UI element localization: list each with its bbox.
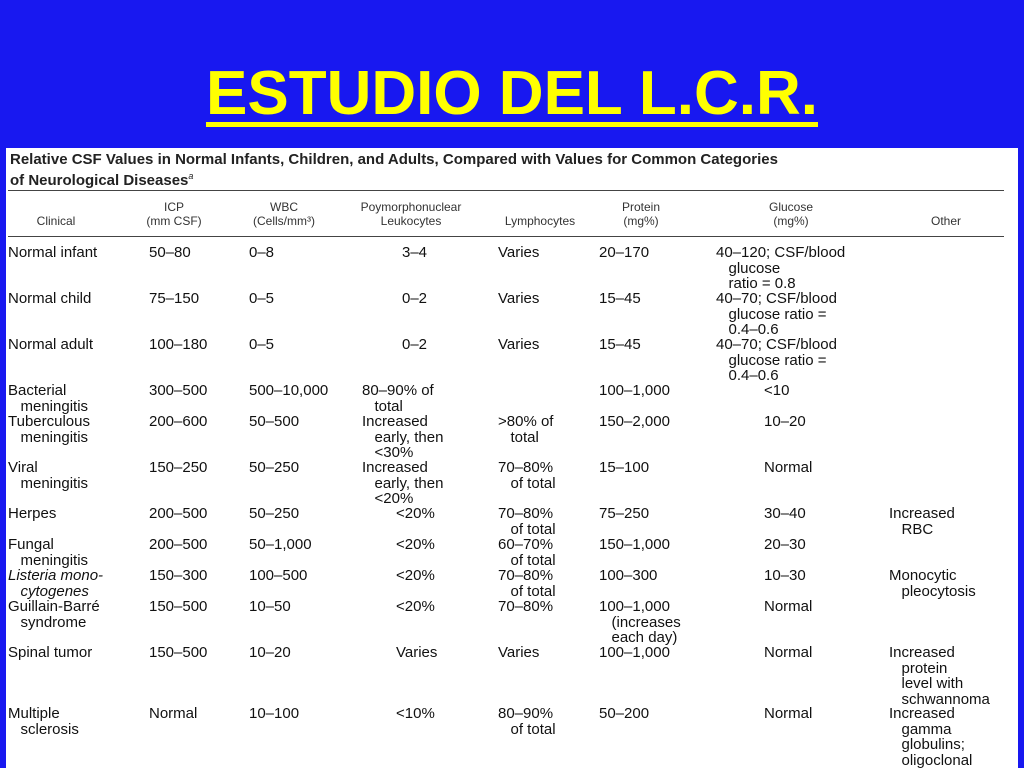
cell-clinical: Viral meningitis — [8, 459, 89, 492]
cell-protein: 150–1,000 — [599, 536, 670, 553]
cell-wbc: 100–500 — [249, 567, 308, 584]
cell-protein: 100–1,000 — [599, 644, 670, 661]
cell-wbc: 500–10,000 — [249, 382, 329, 399]
cell-lymph: 80–90% of total — [498, 705, 556, 738]
cell-glucose: 40–120; CSF/blood glucose ratio = 0.8 — [716, 244, 846, 292]
cell-lymph: Varies — [498, 290, 540, 307]
cell-wbc: 10–50 — [249, 598, 291, 615]
cell-wbc: 50–500 — [249, 413, 300, 430]
cell-clinical: Normal infant — [8, 244, 98, 261]
header-lymph: Lymphocytes — [504, 214, 576, 228]
cell-protein: 100–1,000 (increases each day) — [599, 598, 681, 646]
header-pmn: Poymorphonuclear Leukocytes — [360, 200, 462, 228]
cell-pmn: <20% — [396, 567, 435, 584]
cell-protein: 100–1,000 — [599, 382, 670, 399]
cell-protein: 100–300 — [599, 567, 658, 584]
cell-glucose: 20–30 — [764, 536, 806, 553]
cell-wbc: 10–20 — [249, 644, 291, 661]
cell-glucose: 10–20 — [764, 413, 806, 430]
cell-clinical: Normal adult — [8, 336, 94, 353]
cell-glucose: Normal — [764, 644, 813, 661]
table-caption-line2: of Neurological Diseases — [10, 172, 189, 189]
cell-pmn: Increased early, then <30% — [362, 413, 444, 461]
cell-icp: 150–300 — [149, 567, 208, 584]
cell-icp: Normal — [149, 705, 198, 722]
cell-icp: 50–80 — [149, 244, 191, 261]
header-icp: ICP (mm CSF) — [146, 200, 202, 228]
cell-lymph: Varies — [498, 244, 540, 261]
cell-clinical: Fungal meningitis — [8, 536, 89, 569]
csf-values-table — [6, 148, 1018, 768]
cell-lymph: 70–80% of total — [498, 567, 556, 600]
cell-wbc: 50–250 — [249, 505, 300, 522]
cell-lymph: Varies — [498, 644, 540, 661]
caption-footnote-mark: a — [188, 171, 194, 181]
header-wbc: WBC (Cells/mm³) — [253, 200, 315, 228]
cell-protein: 15–45 — [599, 336, 641, 353]
cell-icp: 100–180 — [149, 336, 208, 353]
cell-protein: 15–45 — [599, 290, 641, 307]
cell-glucose: <10 — [764, 382, 790, 399]
header-other: Other — [930, 214, 961, 228]
cell-lymph: 70–80% of total — [498, 459, 556, 492]
cell-pmn: 0–2 — [402, 290, 428, 307]
cell-pmn: 80–90% of total — [362, 382, 434, 415]
header-glucose: Glucose (mg%) — [768, 200, 814, 228]
header-protein: Protein (mg%) — [621, 200, 661, 228]
cell-wbc: 50–250 — [249, 459, 300, 476]
cell-clinical: Guillain-Barré syndrome — [8, 598, 100, 631]
cell-pmn: 0–2 — [402, 336, 428, 353]
cell-clinical: Multiple sclerosis — [8, 705, 79, 738]
cell-icp: 200–600 — [149, 413, 208, 430]
cell-pmn: 3–4 — [402, 244, 428, 261]
cell-glucose: Normal — [764, 598, 813, 615]
cell-clinical: Normal child — [8, 290, 92, 307]
cell-icp: 150–500 — [149, 644, 208, 661]
table-header-rule — [8, 236, 1004, 237]
cell-pmn: Varies — [396, 644, 438, 661]
cell-icp: 150–500 — [149, 598, 208, 615]
cell-icp: 75–150 — [149, 290, 200, 307]
cell-lymph: 70–80% — [498, 598, 554, 615]
cell-icp: 300–500 — [149, 382, 208, 399]
header-clinical: Clinical — [36, 214, 76, 228]
cell-glucose: 30–40 — [764, 505, 806, 522]
cell-icp: 200–500 — [149, 505, 208, 522]
table-caption-line1: Relative CSF Values in Normal Infants, Children, and Adults, Compared with Values for Common Categories — [10, 151, 778, 168]
cell-clinical: Bacterial meningitis — [8, 382, 89, 415]
cell-glucose: 40–70; CSF/blood glucose ratio = 0.4–0.6 — [716, 290, 837, 338]
cell-pmn: <20% — [396, 598, 435, 615]
cell-clinical: Herpes — [8, 505, 57, 522]
cell-lymph: >80% of total — [498, 413, 554, 446]
cell-other: Increased RBC — [889, 505, 955, 538]
cell-protein: 75–250 — [599, 505, 650, 522]
cell-pmn: <20% — [396, 536, 435, 553]
table-caption — [10, 152, 778, 189]
cell-wbc: 0–5 — [249, 290, 275, 307]
table-top-rule — [8, 190, 1004, 191]
cell-lymph: 60–70% of total — [498, 536, 556, 569]
cell-pmn: <10% — [396, 705, 435, 722]
cell-protein: 150–2,000 — [599, 413, 670, 430]
cell-other: Monocytic pleocytosis — [889, 567, 976, 600]
cell-lymph: 70–80% of total — [498, 505, 556, 538]
slide-title: ESTUDIO DEL L.C.R. — [205, 59, 818, 128]
cell-glucose: Normal — [764, 705, 813, 722]
cell-glucose: Normal — [764, 459, 813, 476]
cell-other: Increased gamma globulins; oligoclonal — [889, 705, 973, 768]
cell-protein: 20–170 — [599, 244, 650, 261]
cell-clinical: Tuberculous meningitis — [8, 413, 90, 446]
cell-lymph: Varies — [498, 336, 540, 353]
cell-icp: 150–250 — [149, 459, 208, 476]
cell-protein: 50–200 — [599, 705, 650, 722]
cell-wbc: 0–8 — [249, 244, 275, 261]
cell-clinical: Spinal tumor — [8, 644, 93, 661]
cell-protein: 15–100 — [599, 459, 650, 476]
cell-other: Increased protein level with schwannoma — [889, 644, 990, 708]
cell-glucose: 10–30 — [764, 567, 806, 584]
cell-wbc: 10–100 — [249, 705, 300, 722]
cell-icp: 200–500 — [149, 536, 208, 553]
cell-pmn: Increased early, then <20% — [362, 459, 444, 507]
cell-glucose: 40–70; CSF/blood glucose ratio = 0.4–0.6 — [716, 336, 837, 384]
cell-pmn: <20% — [396, 505, 435, 522]
cell-clinical: Listeria mono- cytogenes — [8, 567, 104, 600]
cell-wbc: 0–5 — [249, 336, 275, 353]
cell-wbc: 50–1,000 — [249, 536, 312, 553]
